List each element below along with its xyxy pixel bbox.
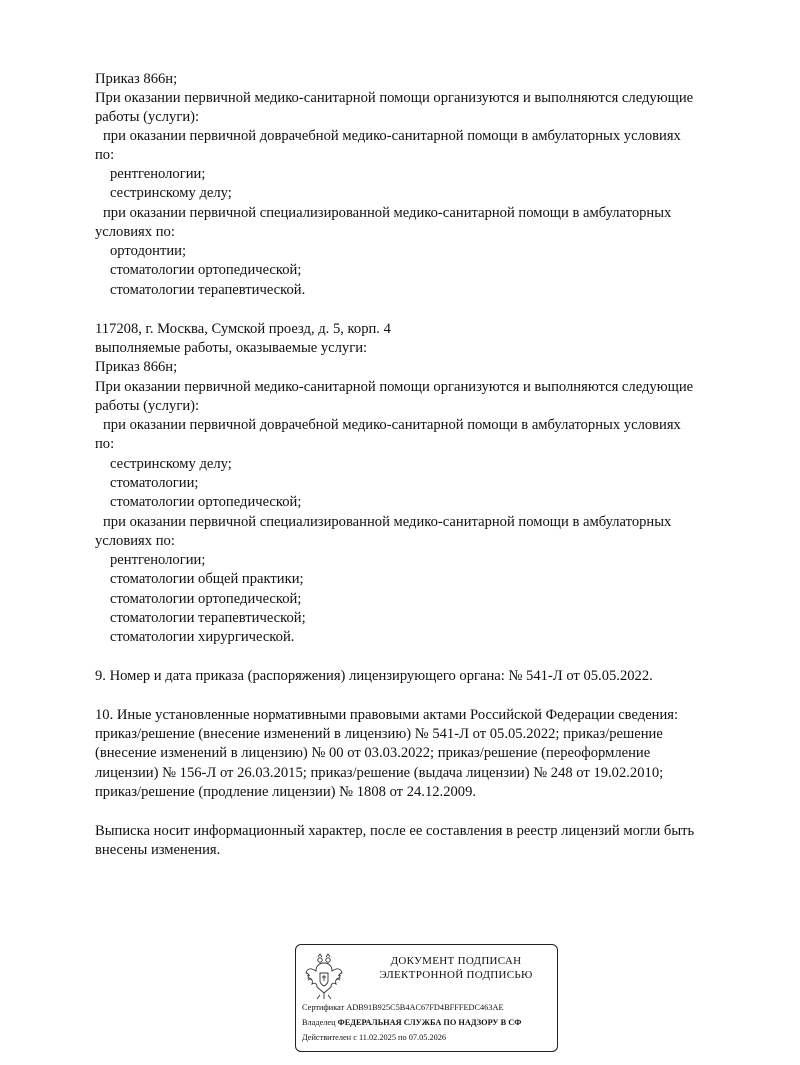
validity-row: Действителен с 11.02.2025 по 07.05.2026	[302, 1033, 447, 1042]
text-line: выполняемые работы, оказываемые услуги:	[95, 340, 368, 356]
text-line: стоматологии терапевтической.	[110, 282, 306, 298]
text-line: при оказании первичной доврачебной медико-санитарной помощи в амбулаторных условиях	[103, 128, 681, 144]
address-line: 117208, г. Москва, Сумской проезд, д. 5, корп. 4	[95, 321, 391, 337]
text-line: по:	[95, 436, 115, 452]
text-line: условиях по:	[95, 224, 175, 240]
text-line: стоматологии хирургической.	[110, 629, 295, 645]
text-line: стоматологии ортопедической;	[110, 262, 302, 278]
text-line: при оказании первичной доврачебной медико-санитарной помощи в амбулаторных условиях	[103, 417, 681, 433]
text-line: стоматологии общей практики;	[110, 571, 304, 587]
disclaimer-line: внесены изменения.	[95, 842, 221, 858]
owner-value: ФЕДЕРАЛЬНАЯ СЛУЖБА ПО НАДЗОРУ В СФ	[337, 1018, 522, 1027]
text-line: (внесение изменений в лицензию) № 00 от 03.03.2022; приказ/решение (переоформление	[95, 745, 651, 761]
text-line: работы (услуги):	[95, 398, 200, 414]
order-number-line: 9. Номер и дата приказа (распоряжения) лицензирующего органа: № 541-Л от 05.05.2022.	[95, 668, 653, 684]
text-line: рентгенологии;	[110, 552, 206, 568]
owner-label: Владелец	[302, 1018, 336, 1027]
text-line: стоматологии терапевтической;	[110, 610, 306, 626]
text-line: Приказ 866н;	[95, 71, 178, 87]
text-line: при оказании первичной специализированной медико-санитарной помощи в амбулаторных	[103, 205, 672, 221]
text-line: рентгенологии;	[110, 166, 206, 182]
text-line: стоматологии;	[110, 475, 199, 491]
stamp-title: ДОКУМЕНТ ПОДПИСАН	[390, 955, 522, 967]
text-line: сестринскому делу;	[110, 185, 232, 201]
text-line: приказ/решение (продление лицензии) № 1808 от 24.12.2009.	[95, 784, 477, 800]
text-line: стоматологии ортопедической;	[110, 494, 302, 510]
text-line: условиях по:	[95, 533, 175, 549]
text-line: При оказании первичной медико-санитарной помощи организуются и выполняются следующие	[95, 90, 694, 106]
electronic-signature-stamp	[295, 944, 558, 1052]
text-line: стоматологии ортопедической;	[110, 591, 302, 607]
text-line: приказ/решение (внесение изменений в лицензию) № 541-Л от 05.05.2022; приказ/решение	[95, 726, 663, 742]
certificate-label: Сертификат	[302, 1003, 345, 1012]
owner-row	[302, 1018, 556, 1028]
stamp-title: ЭЛЕКТРОННОЙ ПОДПИСЬЮ	[379, 969, 533, 981]
coat-of-arms-icon	[304, 951, 344, 1001]
text-line: сестринскому делу;	[110, 456, 232, 472]
certificate-row	[302, 1003, 556, 1013]
certificate-value: ADB91B925C5B4AC67FD4BFFFEDC463AE	[346, 1003, 504, 1012]
text-line: Приказ 866н;	[95, 359, 178, 375]
disclaimer-line: Выписка носит информационный характер, после ее составления в реестр лицензий могли быть	[95, 823, 695, 839]
text-line: при оказании первичной специализированной медико-санитарной помощи в амбулаторных	[103, 514, 672, 530]
text-line: лицензии) № 156-Л от 26.03.2015; приказ/решение (выдача лицензии) № 248 от 19.02.2010;	[95, 765, 664, 781]
text-line: по:	[95, 147, 115, 163]
text-line: При оказании первичной медико-санитарной помощи организуются и выполняются следующие	[95, 379, 694, 395]
text-line: работы (услуги):	[95, 109, 200, 125]
text-line: 10. Иные установленные нормативными правовыми актами Российской Федерации сведения:	[95, 707, 679, 723]
text-line: ортодонтии;	[110, 243, 187, 259]
